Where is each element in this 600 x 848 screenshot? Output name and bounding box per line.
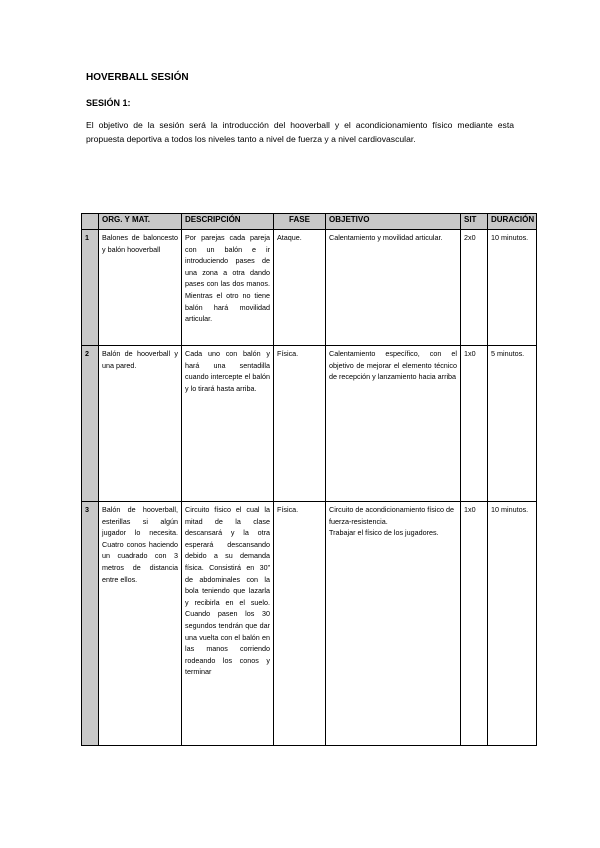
header-number	[82, 214, 99, 230]
cell-fase: Física.	[274, 502, 326, 746]
header-descripcion: DESCRIPCIÓN	[182, 214, 274, 230]
cell-sit: 1x0	[461, 346, 488, 502]
header-fase: FASE	[274, 214, 326, 230]
cell-fase: Ataque.	[274, 230, 326, 346]
header-objetivo: OBJETIVO	[326, 214, 461, 230]
session-heading: SESIÓN 1:	[86, 98, 131, 108]
cell-org-mat: Balón de hooverball, esterillas si algún jugador lo necesita. Cuatro conos haciendo un cuadrado con 3 metros de distancia entre ellos.	[99, 502, 182, 746]
cell-sit: 2x0	[461, 230, 488, 346]
cell-descripcion: Por parejas cada pareja con un balón e ir introduciendo pases de una zona a otra dando pases con las dos manos. Mientras el otro no tiene balón hará movilidad articular.	[182, 230, 274, 346]
cell-org-mat: Balones de baloncesto y balón hooverball	[99, 230, 182, 346]
cell-objetivo: Calentamiento y movilidad articular.	[326, 230, 461, 346]
objetivo-line: Trabajar el físico de los jugadores.	[329, 528, 439, 538]
table-row	[82, 502, 537, 746]
document-title: HOVERBALL SESIÓN	[86, 72, 189, 83]
cell-objetivo	[326, 502, 461, 746]
session-table	[81, 213, 537, 746]
header-sit: SIT	[461, 214, 488, 230]
header-org-mat: ORG. Y MAT.	[99, 214, 182, 230]
table-row	[82, 230, 537, 346]
row-number: 1	[82, 230, 99, 346]
intro-paragraph: El objetivo de la sesión será la introducción del hooverball y el acondicionamiento físico mediante esta propuesta deportiva a todos los niveles tanto a nivel de fuerza y a nivel cardiovascular.	[86, 120, 514, 144]
table-header-row	[82, 214, 537, 230]
header-duracion: DURACIÓN	[488, 214, 537, 230]
cell-duracion: 5 minutos.	[488, 346, 537, 502]
cell-sit: 1x0	[461, 502, 488, 746]
table-row	[82, 346, 537, 502]
cell-descripcion: Circuito físico el cual la mitad de la clase descansará y la otra esperará descansando debido a su demanda física. Consistirá en 30” de abdominales con la bola teniendo que lazarla y recibirla en el suelo. Cuando pasen los 30 segundos tendrán que dar una vuelta con el balón en las manos corriendo rodeando los conos y terminar	[182, 502, 274, 746]
cell-fase: Física.	[274, 346, 326, 502]
cell-objetivo: Calentamiento específico, con el objetivo de mejorar el elemento técnico de recepción y lanzamiento hacia arriba	[326, 346, 461, 502]
cell-org-mat: Balón de hooverball y una pared.	[99, 346, 182, 502]
cell-duracion: 10 minutos.	[488, 502, 537, 746]
row-number: 3	[82, 502, 99, 746]
cell-descripcion: Cada uno con balón y hará una sentadilla cuando intercepte el balón y lo tirará hasta arriba.	[182, 346, 274, 502]
cell-duracion: 10 minutos.	[488, 230, 537, 346]
row-number: 2	[82, 346, 99, 502]
objetivo-line: Circuito de acondicionamiento físico de fuerza-resistencia.	[329, 505, 455, 526]
